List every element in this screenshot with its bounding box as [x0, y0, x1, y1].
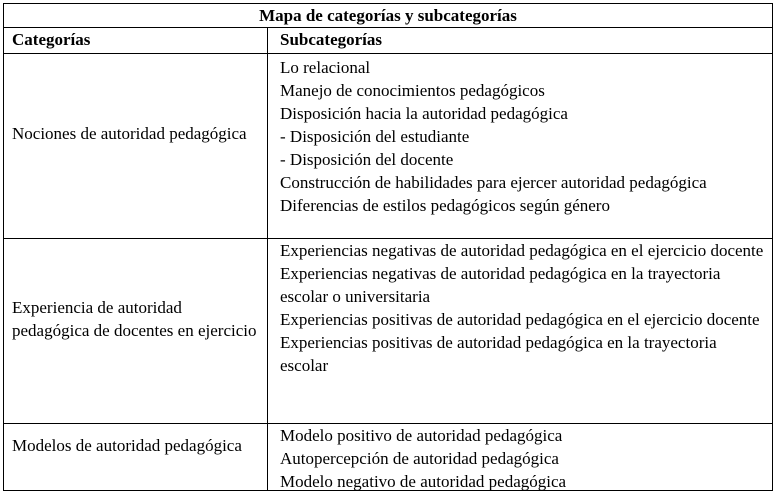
subcategory-item: Experiencias positivas de autoridad pedagógica en el ejercicio docente	[280, 310, 760, 329]
subcategory-item: Modelo positivo de autoridad pedagógica	[280, 426, 563, 445]
subcategory-item: Disposición hacia la autoridad pedagógica	[280, 104, 568, 123]
header-subcategorias: Subcategorías	[280, 30, 382, 49]
subcategory-item: Autopercepción de autoridad pedagógica	[280, 449, 559, 468]
subcategory-list	[280, 56, 768, 217]
subcategory-item: - Disposición del estudiante	[280, 127, 470, 146]
category-cell: Modelos de autoridad pedagógica	[12, 436, 242, 455]
subcategory-item: Manejo de conocimientos pedagógicos	[280, 81, 545, 100]
subcategory-item: Experiencias negativas de autoridad pedagógica en el ejercicio docente	[280, 241, 764, 260]
table-header-row	[4, 28, 772, 54]
table-row	[4, 54, 772, 239]
subcategory-item: Lo relacional	[280, 58, 371, 77]
category-cell: Experiencia de autoridad pedagógica de docentes en ejercicio	[12, 298, 257, 340]
subcategory-item: Construcción de habilidades para ejercer autoridad pedagógica	[280, 173, 707, 192]
table-title: Mapa de categorías y subcategorías	[4, 4, 772, 28]
subcategory-item: - Disposición del docente	[280, 150, 454, 169]
subcategory-item: Experiencias negativas de autoridad pedagógica en la trayectoria escolar o universitaria	[280, 264, 721, 306]
subcategory-item: Experiencias positivas de autoridad pedagógica en la trayectoria escolar	[280, 333, 717, 375]
table-row	[4, 239, 772, 424]
table-row	[4, 424, 772, 490]
subcategory-list	[280, 424, 768, 493]
subcategory-item: Diferencias de estilos pedagógicos según género	[280, 196, 610, 215]
header-categorias: Categorías	[12, 30, 91, 49]
subcategory-item: Modelo negativo de autoridad pedagógica	[280, 472, 567, 491]
subcategory-list	[280, 239, 768, 377]
category-map-table	[3, 3, 773, 491]
category-cell: Nociones de autoridad pedagógica	[12, 124, 247, 143]
